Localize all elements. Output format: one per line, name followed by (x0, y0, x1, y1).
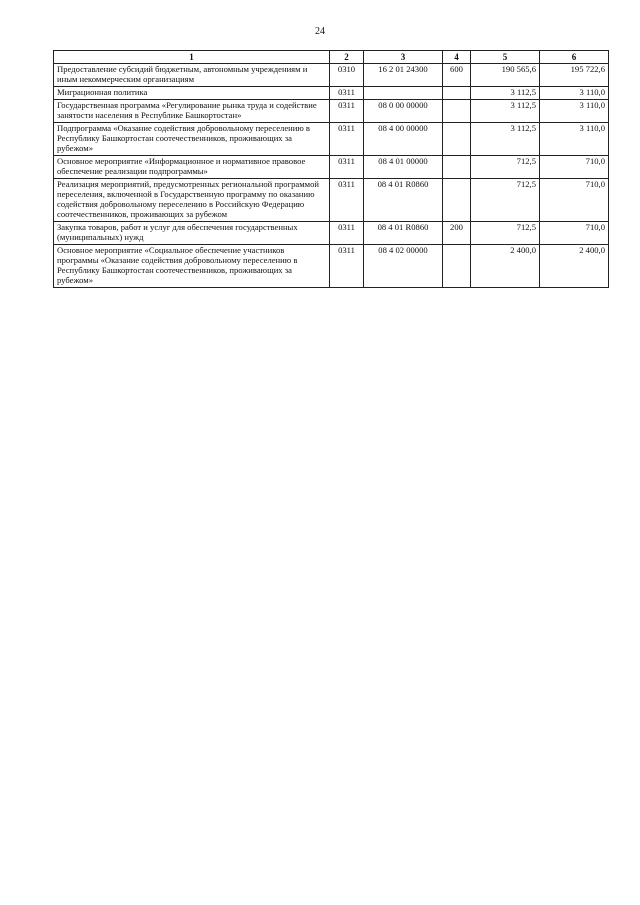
row-expense-type: 200 (443, 222, 471, 245)
row-sum2: 710,0 (540, 179, 609, 222)
header-col-1: 1 (54, 51, 330, 64)
row-section: 0311 (330, 222, 364, 245)
row-expense-type (443, 179, 471, 222)
row-target: 08 4 02 00000 (364, 244, 443, 287)
table-row (54, 64, 609, 87)
row-target: 08 4 01 R0860 (364, 179, 443, 222)
row-sum2: 2 400,0 (540, 244, 609, 287)
table-row (54, 87, 609, 100)
row-section: 0311 (330, 179, 364, 222)
row-expense-type (443, 100, 471, 123)
row-sum2: 710,0 (540, 156, 609, 179)
table-row (54, 222, 609, 245)
row-sum2: 710,0 (540, 222, 609, 245)
row-sum1: 3 112,5 (471, 87, 540, 100)
row-sum2: 3 110,0 (540, 123, 609, 156)
header-col-2: 2 (330, 51, 364, 64)
row-sum1: 2 400,0 (471, 244, 540, 287)
table-row (54, 179, 609, 222)
row-sum1: 190 565,6 (471, 64, 540, 87)
header-row (54, 51, 609, 64)
row-section: 0310 (330, 64, 364, 87)
row-target: 08 4 01 R0860 (364, 222, 443, 245)
table-row (54, 100, 609, 123)
row-name: Предоставление субсидий бюджетным, автономным учреждениям и иным некоммерческим организациям (54, 64, 330, 87)
row-section: 0311 (330, 244, 364, 287)
page-number: 24 (315, 26, 325, 37)
row-target: 08 0 00 00000 (364, 100, 443, 123)
row-name: Государственная программа «Регулирование рынка труда и содействие занятости населения в Республике Башкортостан» (54, 100, 330, 123)
budget-table (53, 50, 609, 288)
row-name: Основное мероприятие «Социальное обеспечение участников программы «Оказание содействия добровольному переселению в Республику Башкортостан соотечественников, проживающих за рубежом» (54, 244, 330, 287)
row-expense-type (443, 123, 471, 156)
header-col-5: 5 (471, 51, 540, 64)
row-sum1: 712,5 (471, 156, 540, 179)
header-col-4: 4 (443, 51, 471, 64)
row-name: Подпрограмма «Оказание содействия добровольному переселению в Республику Башкортостан соотечественников, проживающих за рубежом» (54, 123, 330, 156)
row-section: 0311 (330, 123, 364, 156)
row-name: Закупка товаров, работ и услуг для обеспечения государственных (муниципальных) нужд (54, 222, 330, 245)
header-col-6: 6 (540, 51, 609, 64)
row-name: Основное мероприятие «Информационное и нормативное правовое обеспечение реализации подпрограммы» (54, 156, 330, 179)
row-target: 16 2 01 24300 (364, 64, 443, 87)
row-section: 0311 (330, 100, 364, 123)
row-name: Миграционная политика (54, 87, 330, 100)
row-sum1: 3 112,5 (471, 100, 540, 123)
row-target: 08 4 00 00000 (364, 123, 443, 156)
row-expense-type (443, 244, 471, 287)
row-sum1: 712,5 (471, 222, 540, 245)
row-sum2: 195 722,6 (540, 64, 609, 87)
table-row (54, 156, 609, 179)
row-sum2: 3 110,0 (540, 87, 609, 100)
row-sum1: 3 112,5 (471, 123, 540, 156)
row-sum1: 712,5 (471, 179, 540, 222)
table-row (54, 244, 609, 287)
row-sum2: 3 110,0 (540, 100, 609, 123)
row-name: Реализация мероприятий, предусмотренных региональной программой переселения, включенной в Государственную программу по оказанию содействия добровольному переселению в Российскую Федерацию соотечественников, проживающих за рубежом (54, 179, 330, 222)
row-expense-type (443, 156, 471, 179)
row-target (364, 87, 443, 100)
row-target: 08 4 01 00000 (364, 156, 443, 179)
row-section: 0311 (330, 87, 364, 100)
row-section: 0311 (330, 156, 364, 179)
table-row (54, 123, 609, 156)
row-expense-type: 600 (443, 64, 471, 87)
header-col-3: 3 (364, 51, 443, 64)
row-expense-type (443, 87, 471, 100)
